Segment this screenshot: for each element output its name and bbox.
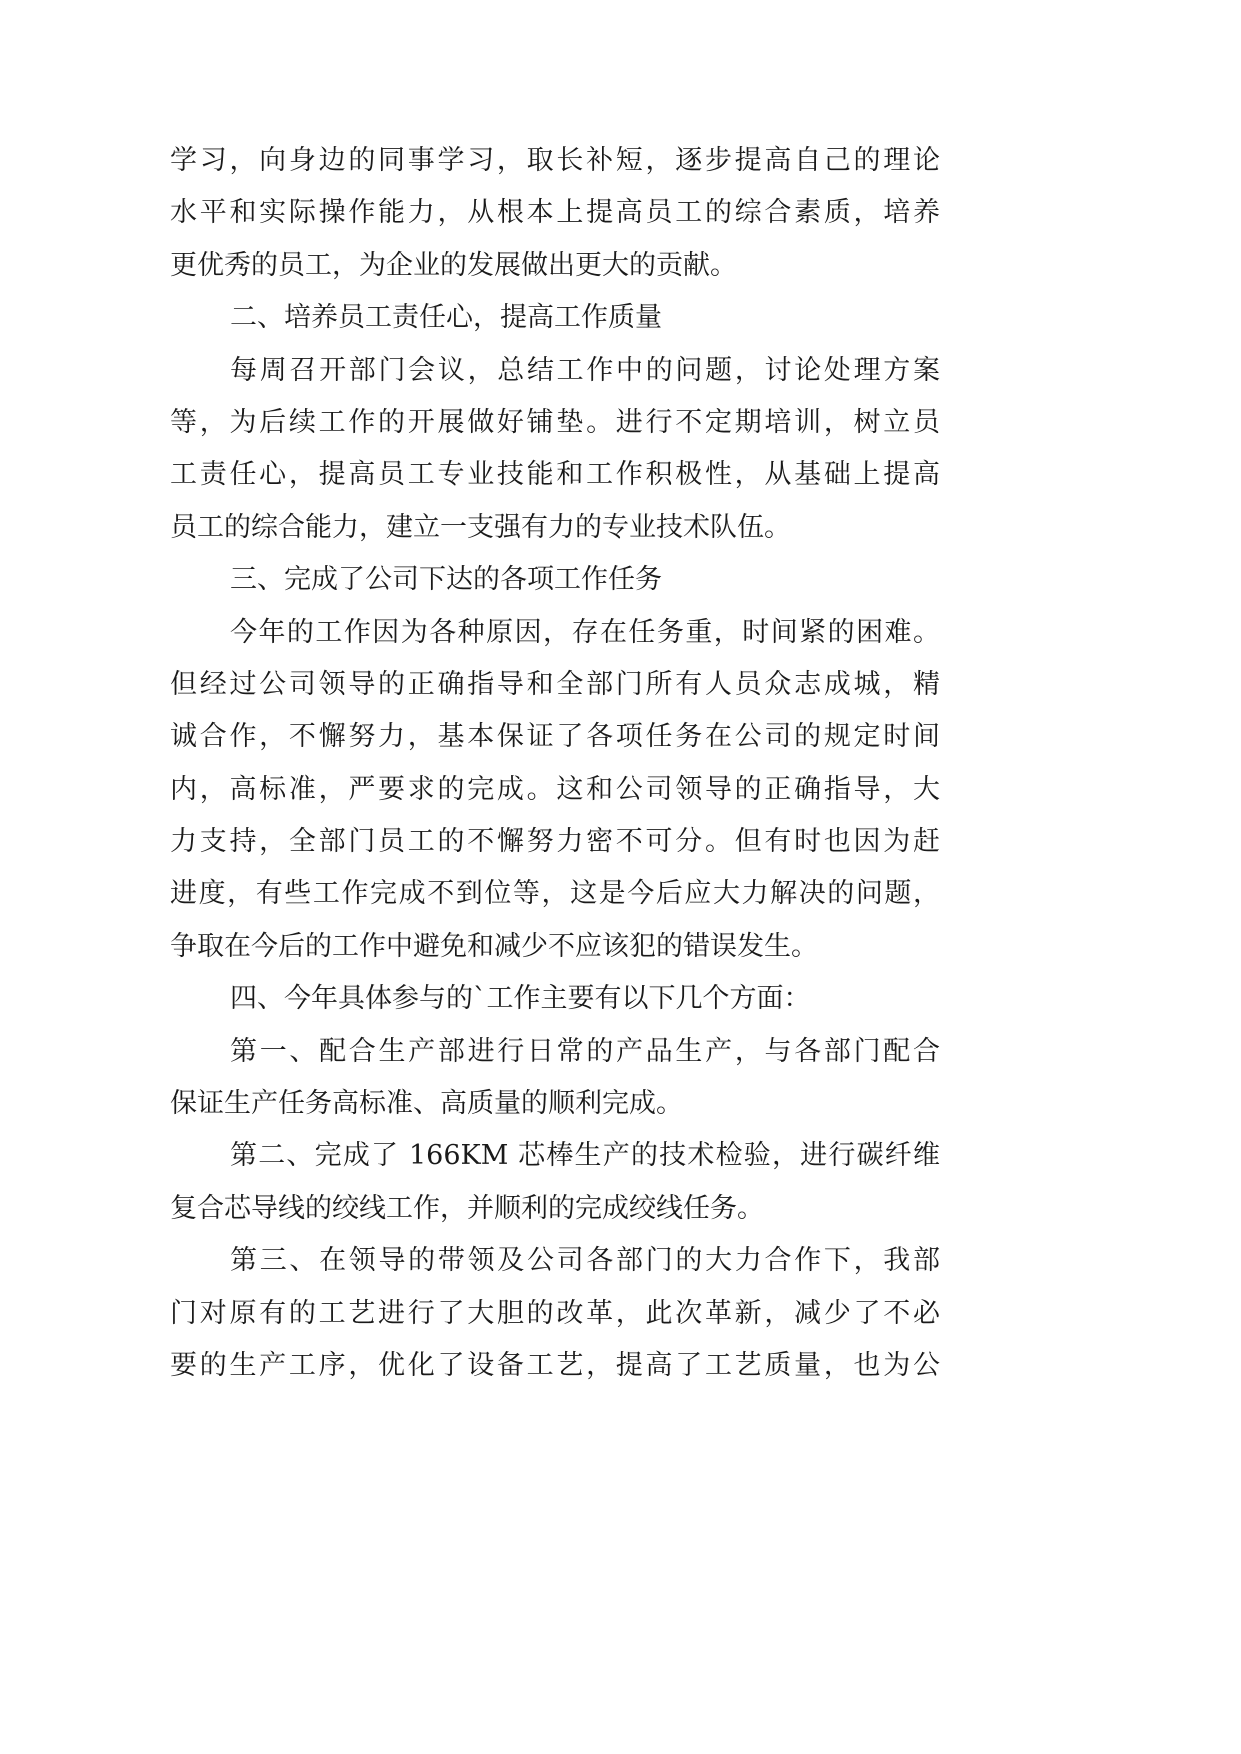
text-line: 力支持，全部门员工的不懈努力密不可分。但有时也因为赶: [170, 826, 940, 858]
text-line: 但经过公司领导的正确指导和全部门所有人员众志成城，精: [170, 668, 940, 700]
text-line: 复合芯导线的绞线工作，并顺利的完成绞线任务。: [170, 1192, 764, 1224]
text-line: 等，为后续工作的开展做好铺垫。进行不定期培训，树立员: [170, 406, 940, 438]
text-line: 学习，向身边的同事学习，取长补短，逐步提高自己的理论: [170, 145, 940, 176]
text-line: 二、培养员工责任心，提高工作质量: [230, 302, 662, 334]
text-line: 水平和实际操作能力，从根本上提高员工的综合素质，培养: [170, 197, 940, 229]
text-line: 要的生产工序，优化了设备工艺，提高了工艺质量，也为公: [170, 1349, 940, 1381]
text-line: 三、完成了公司下达的各项工作任务: [230, 564, 662, 596]
text-line: 进度，有些工作完成不到位等，这是今后应大力解决的问题，: [170, 878, 940, 910]
text-line: 工责任心，提高员工专业技能和工作积极性，从基础上提高: [170, 459, 940, 491]
text-line: 内，高标准，严要求的完成。这和公司领导的正确指导，大: [170, 773, 940, 805]
text-line: 第一、配合生产部进行日常的产品生产，与各部门配合: [230, 1035, 940, 1067]
text-line: 争取在今后的工作中避免和减少不应该犯的错误发生。: [170, 930, 818, 962]
text-line: 四、今年具体参与的`工作主要有以下几个方面：: [230, 983, 811, 1015]
text-line: 员工的综合能力，建立一支强有力的专业技术队伍。: [170, 511, 791, 543]
text-line: 诚合作，不懈努力，基本保证了各项任务在公司的规定时间: [170, 721, 940, 753]
document-body: [170, 135, 940, 1392]
text-line: 今年的工作因为各种原因，存在任务重，时间紧的困难。: [230, 616, 940, 648]
text-line: 更优秀的员工，为企业的发展做出更大的贡献。: [170, 249, 737, 281]
text-line: 门对原有的工艺进行了大胆的改革，此次革新，减少了不必: [170, 1297, 940, 1329]
text-line: 第三、在领导的带领及公司各部门的大力合作下，我部: [230, 1245, 940, 1277]
text-line: 保证生产任务高标准、高质量的顺利完成。: [170, 1088, 683, 1120]
text-line: 每周召开部门会议，总结工作中的问题，讨论处理方案: [230, 354, 940, 386]
text-line: 第二、完成了 166KM 芯棒生产的技术检验，进行碳纤维: [230, 1140, 940, 1172]
